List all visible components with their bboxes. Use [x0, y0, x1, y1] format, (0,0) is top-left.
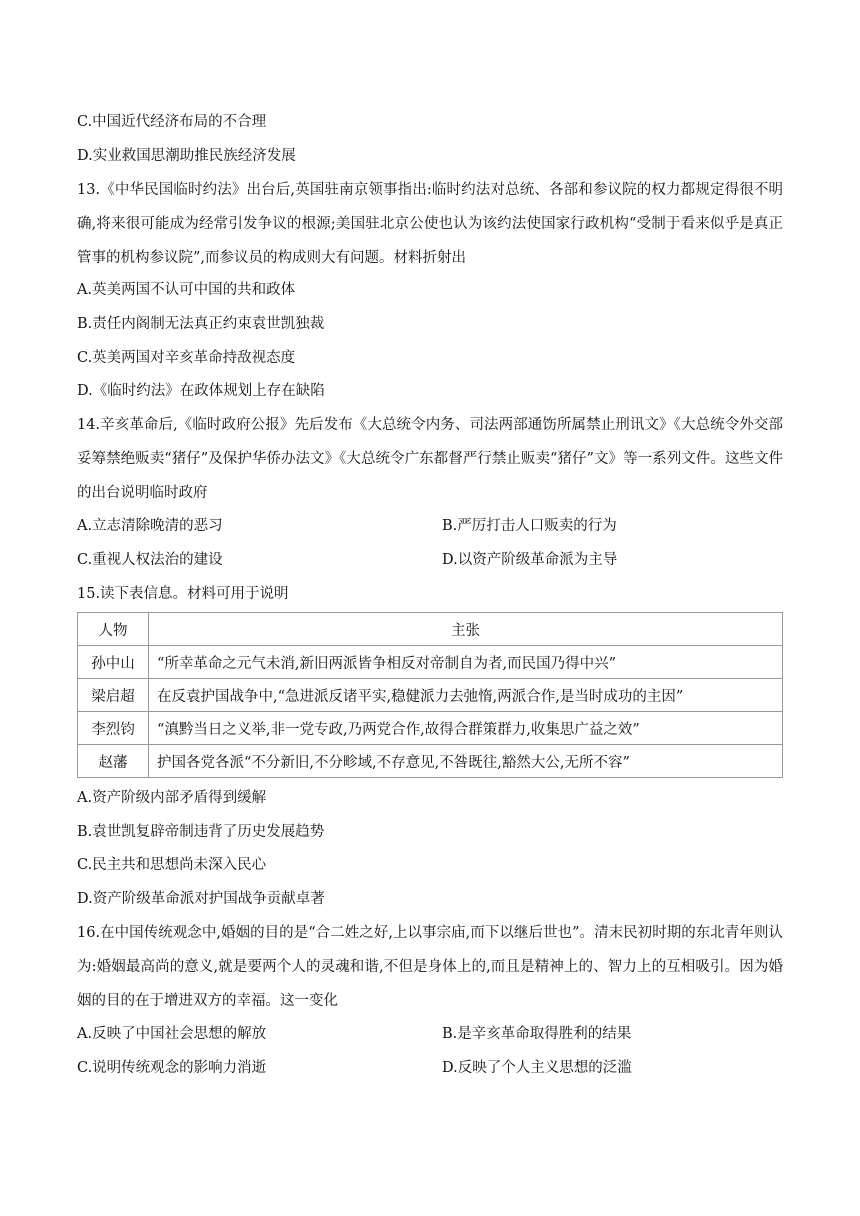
- q12-option-c: C.中国近代经济布局的不合理: [77, 114, 267, 130]
- row-claim: 在反袁护国战争中,“急进派反诸平实,稳健派力去弛惰,两派合作,是当时成功的主因”: [149, 679, 783, 712]
- header-person: 人物: [78, 613, 149, 646]
- q16-stem: 16.在中国传统观念中,婚姻的目的是“合二姓之好,上以事宗庙,而下以继后世也”。清末民初时期的东北青年则认为:婚姻最高尚的意义,就是要两个人的灵魂和谐,不但是身体上的,而且是精神上的、智力上的互相吸引。因为婚姻的目的在于增进双方的幸福。这一变化: [77, 925, 783, 1009]
- q15-option-b: B.袁世凯复辟帝制违背了历史发展趋势: [77, 824, 325, 840]
- q12-option-d: D.实业救国思潮助推民族经济发展: [77, 148, 296, 164]
- row-person: 赵藩: [78, 745, 149, 778]
- q13-option-b: B.责任内阁制无法真正约束袁世凯独裁: [77, 316, 325, 332]
- table-row: [78, 679, 783, 712]
- row-person: 李烈钧: [78, 712, 149, 745]
- q16-option-b: B.是辛亥革命取得胜利的结果: [442, 1026, 632, 1042]
- table-header-row: [78, 613, 783, 646]
- table-row: [78, 745, 783, 778]
- q16-option-c: C.说明传统观念的影响力消逝: [77, 1060, 267, 1076]
- row-claim: 护国各党各派“不分新旧,不分畛域,不存意见,不咎既往,豁然大公,无所不容”: [149, 745, 783, 778]
- row-person: 梁启超: [78, 679, 149, 712]
- header-claim: 主张: [149, 613, 783, 646]
- q14-option-b: B.严厉打击人口贩卖的行为: [442, 518, 617, 534]
- q13-stem: 13.《中华民国临时约法》出台后,英国驻南京领事指出:临时约法对总统、各部和参议院的权力都规定得很不明确,将来很可能成为经常引发争议的根源;美国驻北京公使也认为该约法使国家行政机构“受制于看来似乎是真正管事的机构参议院”,而参议员的构成则大有问题。材料折射出: [77, 182, 783, 266]
- q15-table: [77, 612, 783, 778]
- q13-option-c: C.英美两国对辛亥革命持敌视态度: [77, 350, 296, 366]
- q16-option-d: D.反映了个人主义思想的泛滥: [442, 1060, 632, 1076]
- q14-stem: 14.辛亥革命后,《临时政府公报》先后发布《大总统令内务、司法两部通饬所属禁止刑讯文》《大总统令外交部妥筹禁绝贩卖“猪仔”及保护华侨办法文》《大总统令广东都督严行禁止贩卖“猪仔”文》等一系列文件。这些文件的出台说明临时政府: [77, 417, 783, 501]
- row-person: 孙中山: [78, 646, 149, 679]
- q14-option-d: D.以资产阶级革命派为主导: [442, 552, 618, 568]
- table-row: [78, 646, 783, 679]
- q14-option-c: C.重视人权法治的建设: [77, 552, 223, 568]
- table-row: [78, 712, 783, 745]
- q13-option-a: A.英美两国不认可中国的共和政体: [77, 282, 296, 298]
- q13-option-d: D.《临时约法》在政体规划上存在缺陷: [77, 383, 325, 399]
- q14-option-a: A.立志清除晚清的恶习: [77, 518, 223, 534]
- q15-option-d: D.资产阶级革命派对护国战争贡献卓著: [77, 891, 325, 907]
- q16-option-a: A.反映了中国社会思想的解放: [77, 1026, 267, 1042]
- row-claim: “滇黔当日之义举,非一党专政,乃两党合作,故得合群策群力,收集思广益之效”: [149, 712, 783, 745]
- q15-option-a: A.资产阶级内部矛盾得到缓解: [77, 790, 267, 806]
- row-claim: “所幸革命之元气未消,新旧两派皆争相反对帝制自为者,而民国乃得中兴”: [149, 646, 783, 679]
- q15-option-c: C.民主共和思想尚未深入民心: [77, 857, 267, 873]
- q15-stem: 15.读下表信息。材料可用于说明: [77, 586, 289, 602]
